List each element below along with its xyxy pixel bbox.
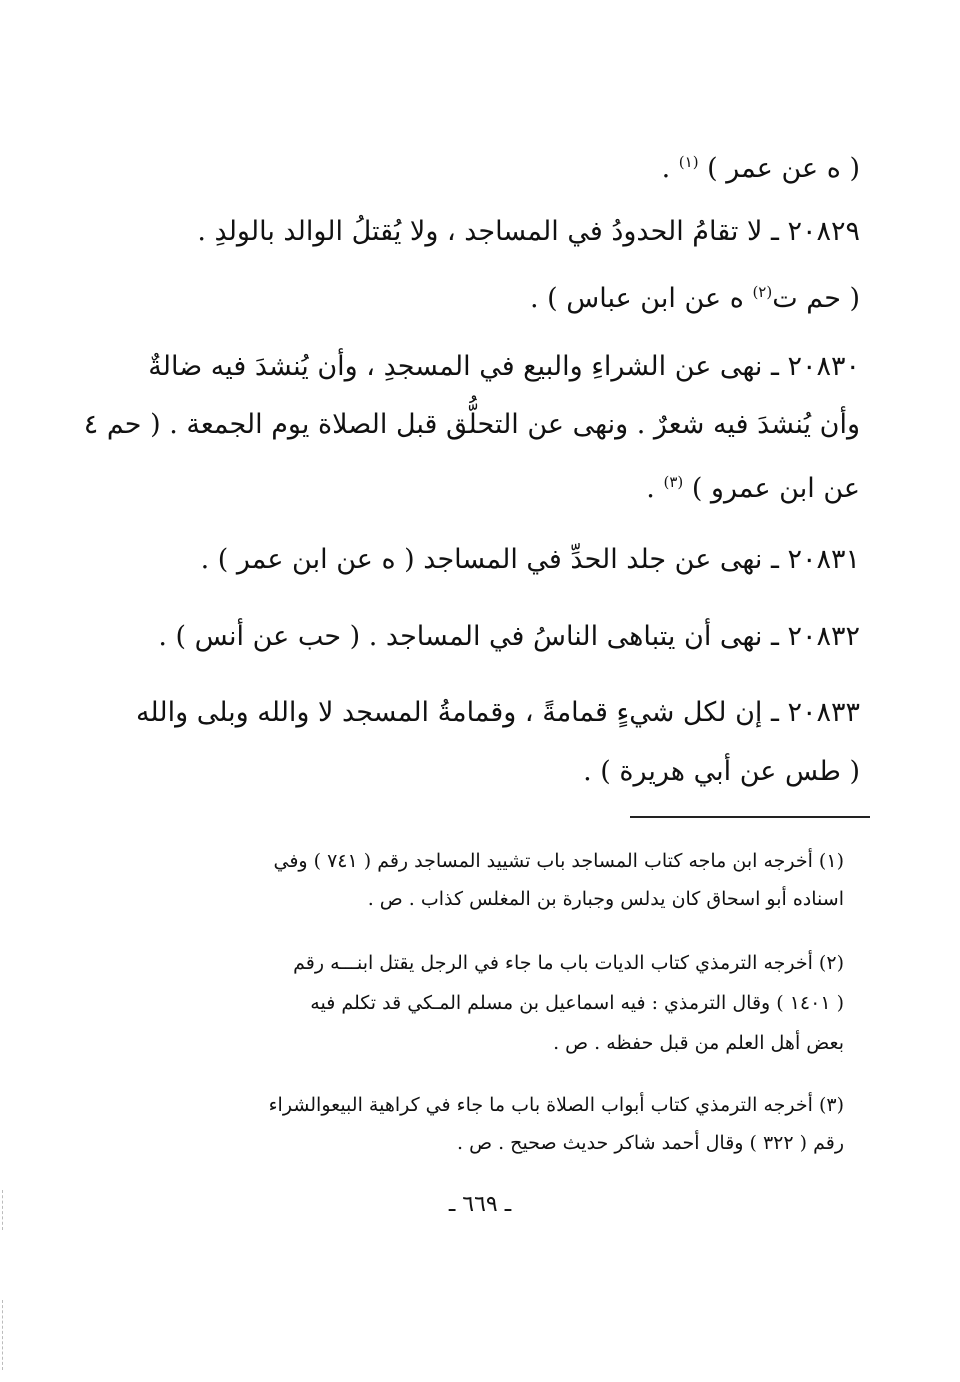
footnote-text: اسناده أبو اسحاق كان يدلس وجبارة بن المغلس كذاب . ص . <box>367 888 844 910</box>
footnote-text: بعض أهل العلم من قبل حفظه . ص . <box>553 1032 844 1054</box>
footnote-line <box>269 1090 844 1120</box>
hadith-text-tail: . <box>646 473 664 504</box>
footnote-line <box>553 1028 844 1058</box>
hadith-text: ( حم ت <box>772 283 860 314</box>
hadith-line <box>148 347 860 387</box>
footnote-line <box>273 846 844 876</box>
hadith-line <box>530 272 860 319</box>
hadith-line <box>84 405 860 445</box>
scan-edge-mark <box>2 1300 3 1370</box>
hadith-text: ( ه عن عمر ) <box>698 153 860 184</box>
hadith-text-tail: ه عن ابن عباس ) . <box>530 283 753 314</box>
hadith-line <box>646 462 860 509</box>
hadith-text: ٢٠٨٣٠ ـ نهى عن الشراءِ والبيع في المسجدِ ، وأن يُنشدَ فيه ضالةٌ <box>148 351 860 382</box>
hadith-text: وأن يُنشدَ فيه شعرٌ . ونهى عن التحلُّق قبل الصلاة يوم الجمعة . ( حم ٤ <box>83 409 860 440</box>
footnote-text: رقم ( ٣٢٢ ) وقال أحمد شاكر حديث صحيح . ص . <box>457 1132 844 1154</box>
footnote-ref: (٢) <box>752 283 773 301</box>
footnote-line <box>293 948 844 978</box>
footnote-ref: (١) <box>678 153 699 171</box>
hadith-line <box>201 540 860 580</box>
hadith-text: ٢٠٨٣٣ ـ إن لكل شيءٍ قمامةً ، وقمامةُ المسجد لا والله وبلى والله <box>135 697 860 728</box>
footnote-line <box>457 1128 844 1158</box>
footnote-separator <box>630 816 870 818</box>
scan-edge-mark <box>2 1190 3 1230</box>
hadith-text: ٢٠٨٣٢ ـ نهى أن يتباهى الناسُ في المساجد . ( حب عن أنس ) . <box>158 621 860 652</box>
footnote-text: (٣) أخرجه الترمذي كتاب أبواب الصلاة باب ما جاء في كراهية البيعوالشراء <box>268 1094 844 1116</box>
hadith-text: عن ابن عمرو ) <box>683 473 860 504</box>
hadith-text-tail: . <box>661 153 679 184</box>
hadith-text: ( طس عن أبي هريرة ) . <box>583 756 860 787</box>
footnote-text: (١) أخرجه ابن ماجه كتاب المساجد باب تشييد المساجد رقم ( ٧٤١ ) وفي <box>273 850 844 872</box>
hadith-line <box>662 142 860 189</box>
footnote-ref: (٣) <box>663 473 684 491</box>
footnote-line <box>368 884 844 914</box>
page-number: ـ ٦٦٩ ـ <box>448 1192 512 1217</box>
footnote-text: ( ١٤٠١ ) وقال الترمذي : فيه اسماعيل بن مسلم المـكي قد تكلم فيه <box>310 992 844 1014</box>
hadith-line <box>158 617 860 657</box>
hadith-text: ٢٠٨٣١ ـ نهى عن جلد الحدِّ في المساجد ( ه عن ابن عمر ) . <box>200 544 860 575</box>
hadith-line <box>197 212 860 252</box>
hadith-line <box>136 693 860 733</box>
hadith-text: ٢٠٨٢٩ ـ لا تقامُ الحدودُ في المساجد ، ولا يُقتلُ الوالد بالولدِ . <box>197 216 860 247</box>
footnote-text: (٢) أخرجه الترمذي كتاب الديات باب ما جاء في الرجل يقتل ابنـــه رقم <box>293 952 844 974</box>
footnote-line <box>310 988 844 1018</box>
hadith-line <box>583 752 860 792</box>
